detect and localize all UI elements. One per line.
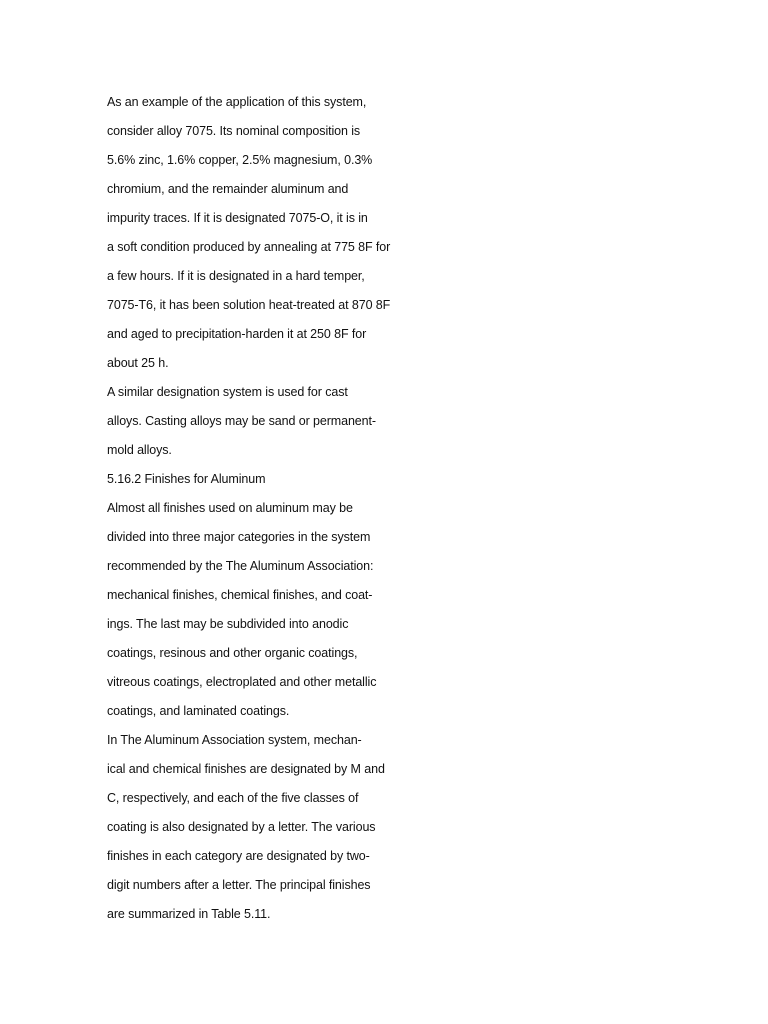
text-line: a few hours. If it is designated in a hard temper,	[107, 269, 365, 283]
text-line: digit numbers after a letter. The principal finishes	[107, 878, 371, 892]
text-line: impurity traces. If it is designated 7075-O, it is in	[107, 211, 368, 225]
text-line: ings. The last may be subdivided into anodic	[107, 617, 349, 631]
text-line: mold alloys.	[107, 443, 172, 457]
text-line: alloys. Casting alloys may be sand or permanent-	[107, 414, 376, 428]
text-line: ical and chemical finishes are designated by M and	[107, 762, 385, 776]
text-line: 5.6% zinc, 1.6% copper, 2.5% magnesium, 0.3%	[107, 153, 373, 167]
text-line: a soft condition produced by annealing at 775 8F for	[107, 240, 391, 254]
text-line: As an example of the application of this system,	[107, 95, 367, 109]
text-line: mechanical finishes, chemical finishes, and coat-	[107, 588, 373, 602]
text-line: 7075-T6, it has been solution heat-treated at 870 8F	[107, 298, 391, 312]
text-line: In The Aluminum Association system, mechan-	[107, 733, 362, 747]
text-line: about 25 h.	[107, 356, 169, 370]
text-line: vitreous coatings, electroplated and other metallic	[107, 675, 377, 689]
text-line: consider alloy 7075. Its nominal composition is	[107, 124, 361, 138]
text-line: and aged to precipitation-harden it at 250 8F for	[107, 327, 367, 341]
text-line: divided into three major categories in the system	[107, 530, 371, 544]
text-line: C, respectively, and each of the five classes of	[107, 791, 359, 805]
text-line: A similar designation system is used for cast	[107, 385, 348, 399]
text-line: finishes in each category are designated by two-	[107, 849, 370, 863]
text-line: coating is also designated by a letter. The various	[107, 820, 376, 834]
text-line: coatings, resinous and other organic coatings,	[107, 646, 358, 660]
text-line: are summarized in Table 5.11.	[107, 907, 271, 921]
section-heading: 5.16.2 Finishes for Aluminum	[107, 472, 266, 486]
document-page	[107, 88, 427, 929]
text-line: coatings, and laminated coatings.	[107, 704, 290, 718]
text-line: recommended by the The Aluminum Association:	[107, 559, 374, 573]
text-line: chromium, and the remainder aluminum and	[107, 182, 349, 196]
text-line: Almost all finishes used on aluminum may be	[107, 501, 353, 515]
